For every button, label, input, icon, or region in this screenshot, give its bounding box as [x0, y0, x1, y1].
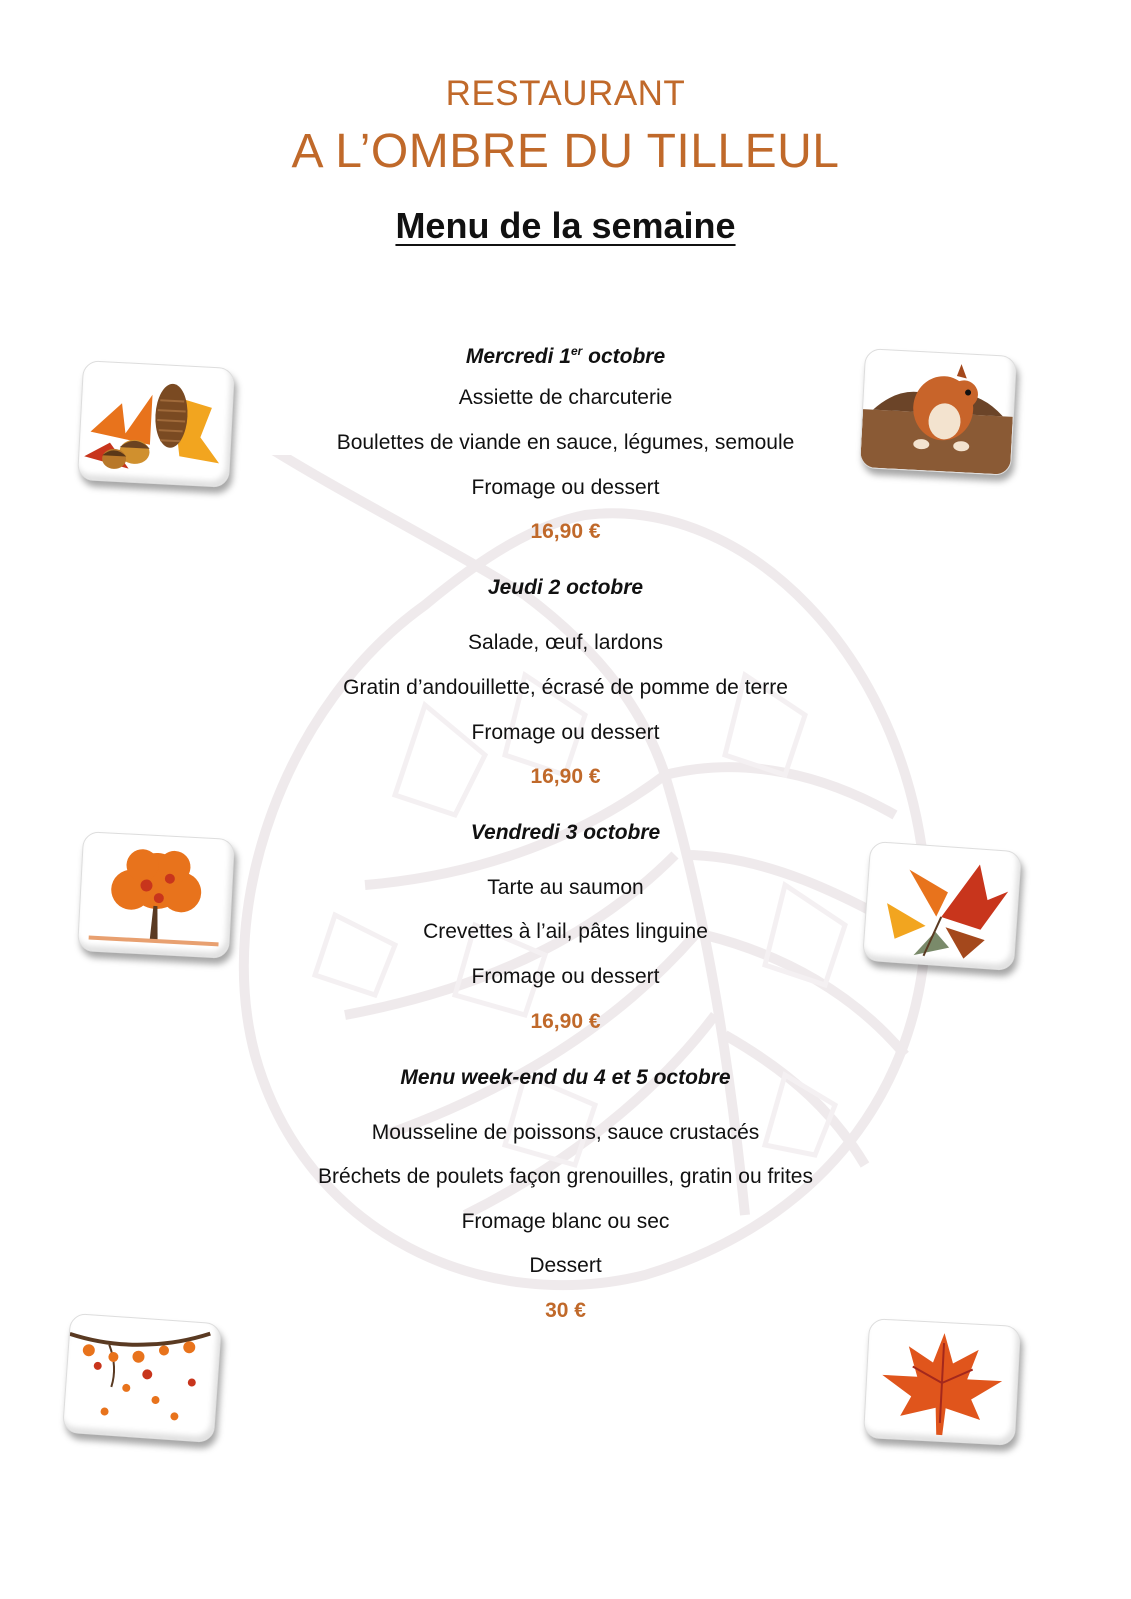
- menu-price: 16,90 €: [530, 520, 601, 543]
- squirrel-icon: [859, 348, 1017, 476]
- menu-item: Gratin d’andouillette, écrasé de pomme de terre: [343, 676, 788, 699]
- day-heading-weekend: Menu week-end du 4 et 5 octobre: [400, 1066, 731, 1089]
- acorns-pinecone-icon: [77, 360, 235, 488]
- menu-item: Boulettes de viande en sauce, légumes, semoule: [336, 431, 795, 454]
- menu-item: Bréchets de poulets façon grenouilles, gratin ou frites: [318, 1165, 813, 1188]
- restaurant-name: A L’OMBRE DU TILLEUL: [291, 125, 840, 178]
- menu-item: Fromage blanc ou sec: [461, 1210, 670, 1233]
- restaurant-label: RESTAURANT: [445, 74, 686, 113]
- day-heading-friday: Vendredi 3 octobre: [470, 821, 661, 844]
- autumn-leaves-bouquet-icon: [862, 841, 1022, 971]
- menu-item: Fromage ou dessert: [471, 965, 660, 988]
- day-heading-thursday: Jeudi 2 octobre: [487, 576, 644, 599]
- menu-item: Crevettes à l’ail, pâtes linguine: [423, 920, 708, 943]
- menu-item: Fromage ou dessert: [471, 476, 660, 499]
- menu-item: Tarte au saumon: [487, 876, 644, 899]
- maple-leaf-icon: [863, 1318, 1021, 1446]
- menu-item: Fromage ou dessert: [471, 721, 660, 744]
- menu-item: Dessert: [529, 1254, 602, 1277]
- menu-price: 30 €: [545, 1299, 586, 1322]
- menu-price: 16,90 €: [530, 1010, 601, 1033]
- day-heading-wednesday: Mercredi 1er octobre: [465, 344, 666, 368]
- page-title-text: Menu de la semaine: [395, 205, 736, 246]
- page-title: [0, 205, 1131, 247]
- menu-item: Assiette de charcuterie: [458, 386, 673, 409]
- falling-leaves-branch-icon: [62, 1313, 222, 1443]
- menu-item: Mousseline de poissons, sauce crustacés: [371, 1121, 760, 1144]
- autumn-tree-icon: [77, 831, 235, 959]
- menu-item: Salade, œuf, lardons: [468, 631, 663, 654]
- menu-price: 16,90 €: [530, 765, 601, 788]
